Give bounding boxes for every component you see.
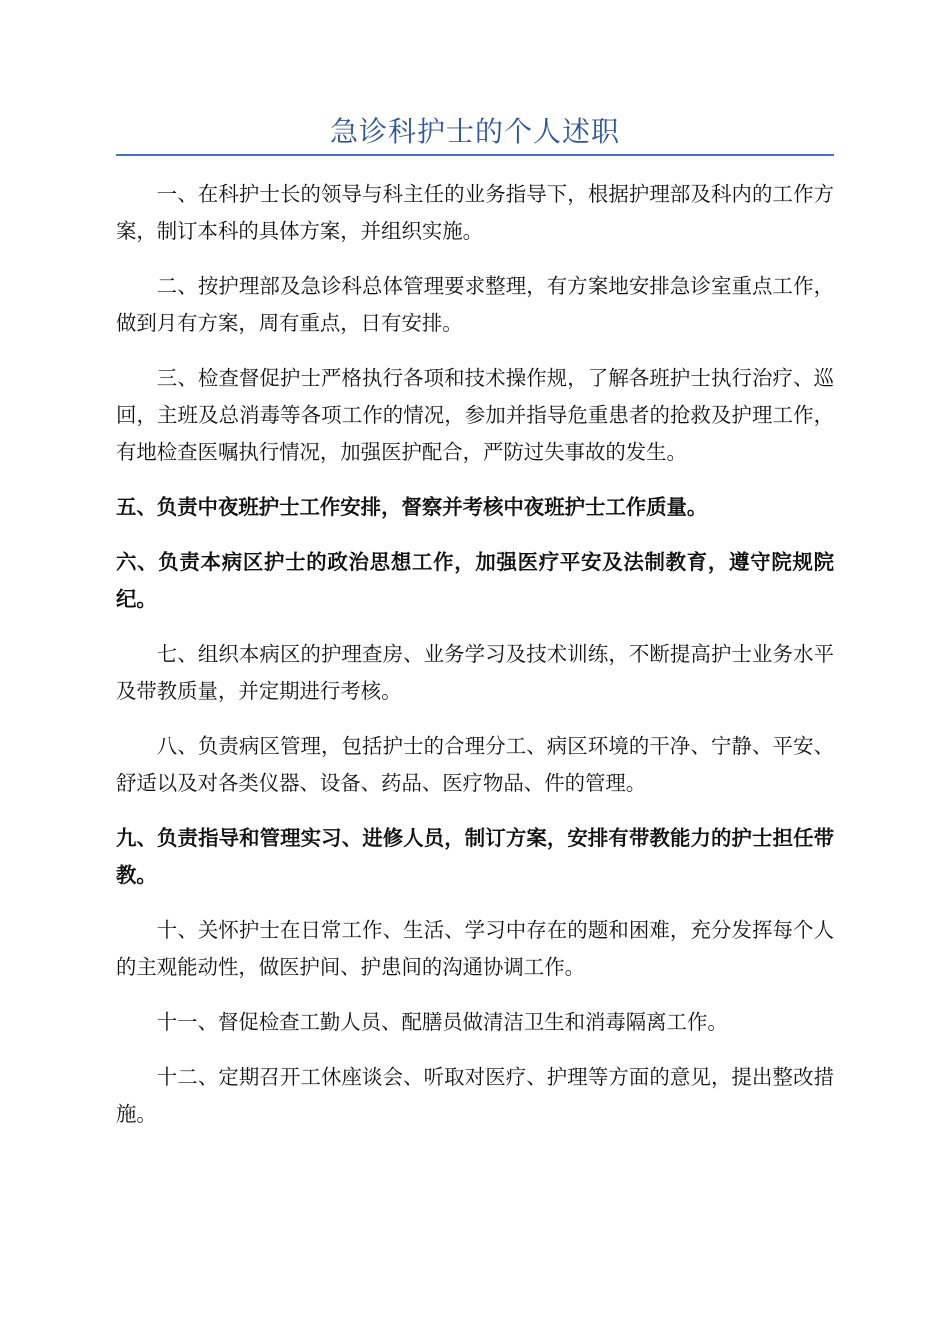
paragraph-12: 十二、定期召开工休座谈会、听取对医疗、护理等方面的意见，提出整改措施。 [116,1065,834,1126]
paragraph-6: 六、负责本病区护士的政治思想工作，加强医疗平安及法制教育，遵守院规院纪。 [116,550,834,611]
document-title: 急诊科护士的个人述职 [329,115,620,148]
paragraph-8: 八、负责病区管理，包括护士的合理分工、病区环境的干净、宁静、平安、舒适以及对各类仪器、设备、药品、医疗物品、件的管理。 [116,734,834,795]
document-body [116,176,834,1151]
paragraph-11: 十一、督促检查工勤人员、配膳员做清洁卫生和消毒隔离工作。 [156,1010,728,1034]
paragraph-5: 五、负责中夜班护士工作安排，督察并考核中夜班护士工作质量。 [116,495,708,519]
paragraph-7: 七、组织本病区的护理查房、业务学习及技术训练，不断提高护士业务水平及带教质量，并定期进行考核。 [116,642,834,703]
paragraph-3: 三、检查督促护士严格执行各项和技术操作规，了解各班护士执行治疗、巡回，主班及总消毒等各项工作的情况，参加并指导危重患者的抢救及护理工作，有地检查医嘱执行情况，加强医护配合，严防过失事故的发生。 [116,366,834,464]
title-underline [116,154,834,156]
paragraph-10: 十、关怀护士在日常工作、生活、学习中存在的题和困难，充分发挥每个人的主观能动性，做医护间、护患间的沟通协调工作。 [116,918,834,979]
paragraph-2: 二、按护理部及急诊科总体管理要求整理，有方案地安排急诊室重点工作，做到月有方案，周有重点，日有安排。 [116,274,834,335]
paragraph-9: 九、负责指导和管理实习、进修人员，制订方案，安排有带教能力的护士担任带教。 [116,826,834,887]
paragraph-1: 一、在科护士长的领导与科主任的业务指导下，根据护理部及科内的工作方案，制订本科的具体方案，并组织实施。 [116,182,834,243]
